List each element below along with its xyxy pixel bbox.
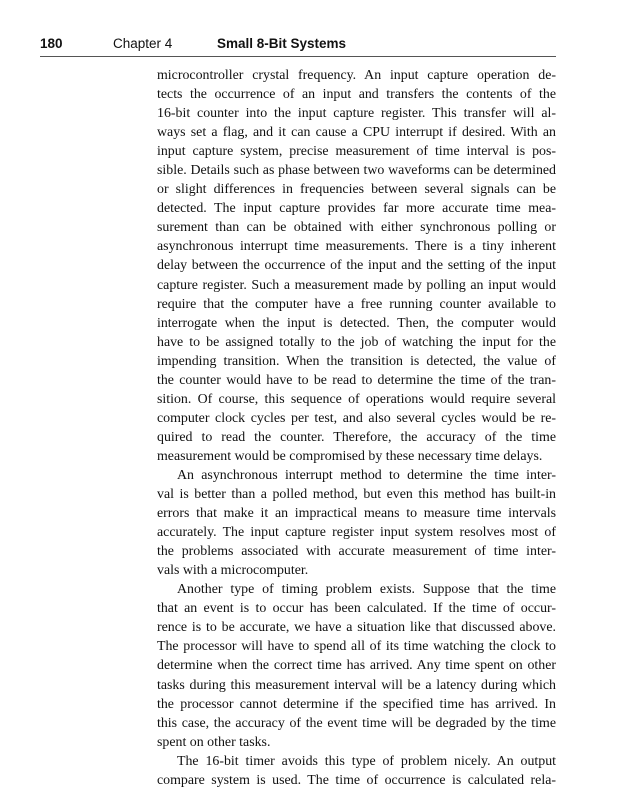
text-line: Another type of timing problem exists. Suppose that the time [177, 582, 556, 598]
chapter-label: Chapter 4 [113, 36, 173, 51]
text-line: require that the computer have a free running counter available to [157, 296, 556, 312]
text-line: tasks during this measurement interval will be a latency during which [157, 677, 556, 693]
page-number: 180 [40, 36, 63, 51]
text-line: the processor cannot determine if the specified time has arrived. In [157, 696, 556, 712]
text-line: detected. The input capture provides far more accurate time mea- [157, 201, 556, 217]
chapter-title: Small 8-Bit Systems [217, 36, 347, 51]
text-line: this case, the accuracy of the event time will be degraded by the time [157, 715, 556, 731]
text-line: An asynchronous interrupt method to determine the time inter- [177, 467, 556, 483]
text-line: quired to read the counter. Therefore, the accuracy of the time [157, 429, 556, 445]
text-line: asynchronous interrupt time measurements. There is a tiny inherent [157, 239, 556, 255]
text-line: the problems associated with accurate measurement of time inter- [157, 544, 556, 560]
paragraph-1 [157, 66, 556, 466]
text-line: capture register. Such a measurement made by polling an input would [157, 277, 556, 293]
text-line: the counter would have to be read to determine the time of the tran- [157, 372, 556, 388]
text-line: vals with a microcomputer. [157, 563, 309, 579]
text-line: computer clock cycles per test, and also several cycles would be re- [157, 410, 556, 426]
body-text [157, 66, 556, 790]
text-line: surement than can be obtained with either synchronous polling or [157, 220, 556, 236]
text-line: errors that make it an impractical means to measure time intervals [157, 506, 556, 522]
text-line: sible. Details such as phase between two waveforms can be determined [157, 163, 556, 179]
paragraph-4 [157, 752, 556, 790]
text-line: spent on other tasks. [157, 734, 271, 750]
text-line: val is better than a polled method, but even this method has built-in [157, 487, 556, 503]
text-line: rence is to be accurate, we have a situation like that discussed above. [157, 620, 556, 636]
text-line: accurately. The input capture register input system resolves most of [157, 525, 556, 541]
text-line: interrogate when the input is detected. Then, the computer would [157, 315, 556, 331]
text-line: 16-bit counter into the input capture register. This transfer will al- [157, 106, 556, 122]
text-line: tects the occurrence of an input and transfers the contents of the [157, 87, 556, 103]
text-line: determine when the correct time has arrived. Any time spent on other [157, 658, 556, 674]
text-line: that an event is to occur has been calculated. If the time of occur- [157, 601, 556, 617]
text-line: microcontroller crystal frequency. An input capture operation de- [157, 68, 556, 83]
page-header [40, 34, 556, 57]
text-line: impending transition. When the transition is detected, the value of [157, 353, 556, 369]
text-line: The 16-bit timer avoids this type of problem nicely. An output [177, 753, 556, 769]
text-line: The processor will have to spend all of its time watching the clock to [157, 639, 556, 655]
text-line: or slight differences in frequencies between several signals can be [157, 182, 556, 198]
text-line: input capture system, precise measurement of time interval is pos- [157, 144, 556, 160]
paragraph-2 [157, 466, 556, 580]
text-line: have to be assigned totally to the job of watching the input for the [157, 334, 556, 350]
text-line: sition. Of course, this sequence of operations would require several [157, 391, 556, 407]
text-line: delay between the occurrence of the input and the setting of the input [157, 258, 556, 274]
text-line: measurement would be compromised by these necessary time delays. [157, 448, 543, 464]
text-line: compare system is used. The time of occurrence is calculated rela- [157, 772, 556, 788]
text-line: ways set a flag, and it can cause a CPU interrupt if desired. With an [157, 125, 556, 141]
paragraph-3 [157, 580, 556, 751]
